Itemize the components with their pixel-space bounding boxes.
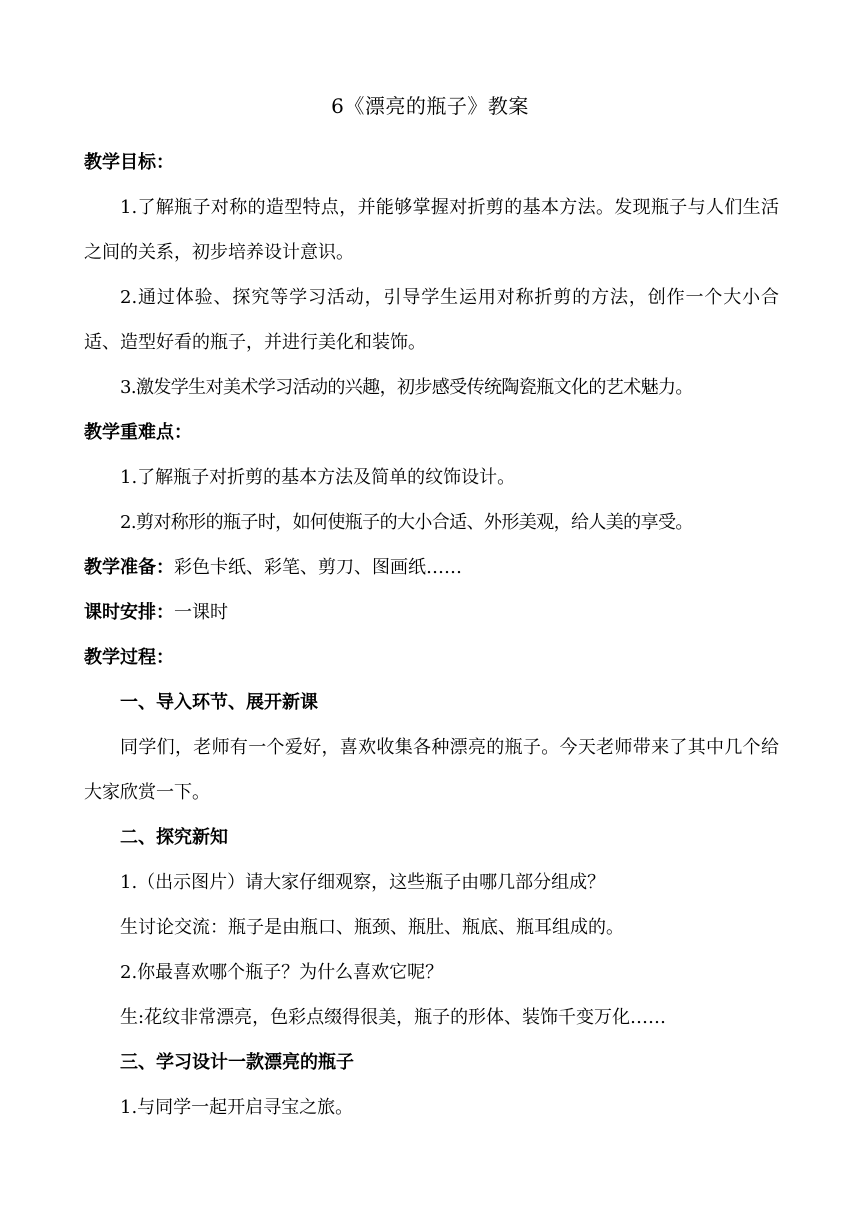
section2-line-4: 生:花纹非常漂亮，色彩点缀得很美，瓶子的形体、装饰千变万化…… [120,1007,667,1028]
document-title: 6《漂亮的瓶子》教案 [331,94,529,118]
process-heading: 教学过程： [84,647,174,668]
section2-line-2: 生讨论交流：瓶子是由瓶口、瓶颈、瓶肚、瓶底、瓶耳组成的。 [120,917,624,938]
section3-line-1: 1.与同学一起开启寻宝之旅。 [120,1097,354,1118]
preparation-label: 教学准备： [84,557,174,578]
key-points-heading: 教学重难点： [84,422,192,443]
section2-line-3: 2.你最喜欢哪个瓶子？为什么喜欢它呢？ [120,962,444,983]
key-point-item-2: 2.剪对称形的瓶子时，如何使瓶子的大小合适、外形美观，给人美的享受。 [120,512,693,533]
section2-line-1: 1.（出示图片）请大家仔细观察，这些瓶子由哪几部分组成？ [120,872,606,893]
schedule-line [84,590,779,635]
key-point-item-1: 1.了解瓶子对折剪的基本方法及简单的纹饰设计。 [120,467,516,488]
objective-item-1: 1.了解瓶子对称的造型特点，并能够掌握对折剪的基本方法。发现瓶子与人们生活之间的关系，初步培养设计意识。 [84,197,779,263]
section3-heading: 三、学习设计一款漂亮的瓶子 [120,1052,354,1073]
schedule-value: 一课时 [174,602,228,623]
section2-heading: 二、探究新知 [120,827,228,848]
preparation-value: 彩色卡纸、彩笔、剪刀、图画纸…… [174,557,462,578]
objectives-heading: 教学目标： [84,152,174,173]
objective-item-3: 3.激发学生对美术学习活动的兴趣，初步感受传统陶瓷瓶文化的艺术魅力。 [120,377,693,398]
preparation-line [84,545,779,590]
document-body [84,140,779,1130]
section1-text: 同学们，老师有一个爱好，喜欢收集各种漂亮的瓶子。今天老师带来了其中几个给大家欣赏一下。 [84,737,779,803]
section1-heading: 一、导入环节、展开新课 [120,692,318,713]
schedule-label: 课时安排： [84,602,174,623]
objective-item-2: 2.通过体验、探究等学习活动，引导学生运用对称折剪的方法，创作一个大小合适、造型好看的瓶子，并进行美化和装饰。 [84,287,779,353]
